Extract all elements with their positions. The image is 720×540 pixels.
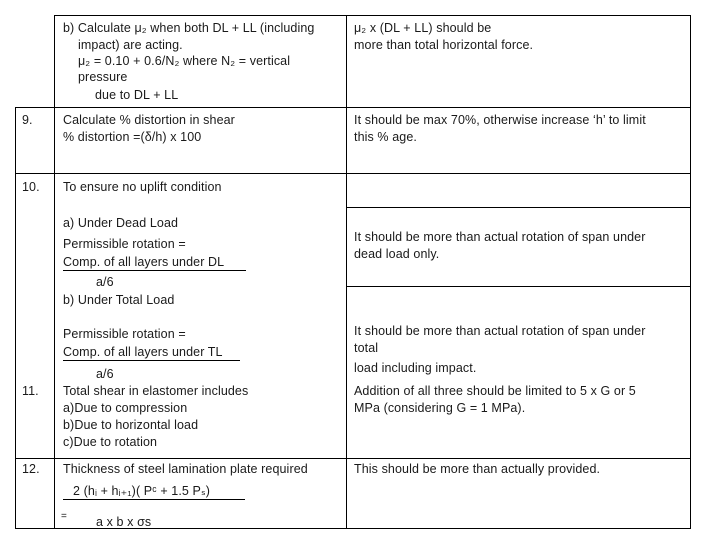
row-b-left-line-5: due to DL + LL — [95, 88, 179, 102]
row-10a-right-line-1: It should be more than actual rotation of span under — [354, 230, 646, 244]
row-10a-left-line-4: a/6 — [96, 275, 114, 289]
row-12-formula-denominator: a x b x σs — [96, 515, 152, 529]
row-12-formula-equals: = — [61, 511, 67, 522]
row-divider-10a-right — [346, 286, 691, 287]
column-divider-middle — [346, 15, 347, 528]
row-10b-right-line-1: It should be more than actual rotation of span under — [354, 324, 646, 338]
row-11-left-line-4: c)Due to rotation — [63, 435, 158, 449]
row-b-left-line-1: b) Calculate μ₂ when both DL + LL (including — [63, 21, 315, 35]
table-border-left — [15, 107, 16, 528]
row-11-number: 11. — [22, 384, 39, 398]
row-10b-left-line-1: Permissible rotation = — [63, 327, 186, 341]
row-11-left-line-2: a)Due to compression — [63, 401, 188, 415]
row-10a-left-line-3: Comp. of all layers under DL — [63, 254, 246, 271]
row-b-left-line-3: μ₂ = 0.10 + 0.6/N₂ where N₂ = vertical — [78, 54, 291, 68]
row-b-right-line-1: μ₂ x (DL + LL) should be — [354, 21, 492, 35]
row-12-number: 12. — [22, 462, 40, 476]
row-10-left: To ensure no uplift condition — [63, 180, 222, 194]
row-12-formula-numerator: 2 (hᵢ + hᵢ₊₁)( Pᶜ + 1.5 Pₛ) — [63, 483, 245, 500]
row-10-number: 10. — [22, 180, 40, 194]
row-10b-right-line-3: load including impact. — [354, 361, 477, 375]
row-divider-10-right — [346, 207, 691, 208]
row-b-left-line-4: pressure — [78, 70, 128, 84]
row-9-left-line-1: Calculate % distortion in shear — [63, 113, 235, 127]
row-10a-left-line-2: Permissible rotation = — [63, 237, 186, 251]
row-divider-9 — [15, 107, 691, 108]
row-9-left-line-2: % distortion =(δ/h) x 100 — [63, 130, 202, 144]
row-10a-left-line-1: a) Under Dead Load — [63, 216, 179, 230]
row-divider-10 — [15, 173, 691, 174]
row-b-left-line-2: impact) are acting. — [78, 38, 183, 52]
row-11-right-line-2: MPa (considering G = 1 MPa). — [354, 401, 526, 415]
column-divider-number — [54, 107, 55, 528]
row-10a-right-line-2: dead load only. — [354, 247, 440, 261]
row-9-number: 9. — [22, 113, 33, 127]
row-11-left-line-1: Total shear in elastomer includes — [63, 384, 249, 398]
row-9-right-line-1: It should be max 70%, otherwise increase ‘h’ to limit — [354, 113, 646, 127]
row-10b-left-line-3: a/6 — [96, 367, 114, 381]
table-border-left-upper — [54, 15, 55, 107]
row-9-right-line-2: this % age. — [354, 130, 417, 144]
row-10a-left-line-5: b) Under Total Load — [63, 293, 175, 307]
row-10b-left-line-2: Comp. of all layers under TL — [63, 344, 240, 361]
table-border-top — [54, 15, 691, 16]
row-b-right-line-2: more than total horizontal force. — [354, 38, 534, 52]
row-12-left-line-1: Thickness of steel lamination plate required — [63, 462, 308, 476]
row-11-right-line-1: Addition of all three should be limited to 5 x G or 5 — [354, 384, 636, 398]
row-10b-right-line-2: total — [354, 341, 379, 355]
row-divider-11 — [15, 458, 691, 459]
row-11-left-line-3: b)Due to horizontal load — [63, 418, 199, 432]
table-border-right — [690, 15, 691, 528]
row-12-right: This should be more than actually provided. — [354, 462, 601, 476]
